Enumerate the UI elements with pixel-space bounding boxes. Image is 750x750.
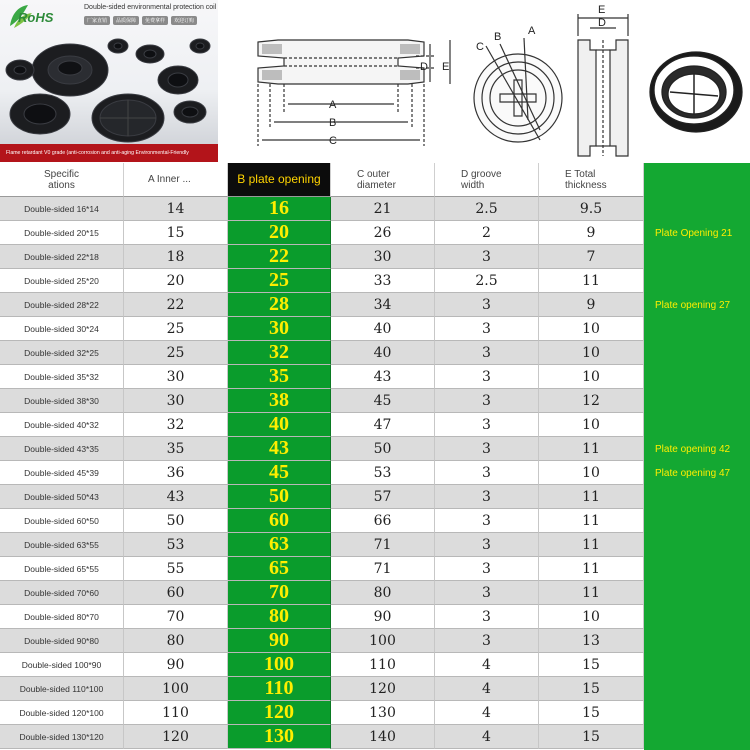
cell-e: 10 xyxy=(539,413,644,437)
cell-e: 11 xyxy=(539,485,644,509)
cell-a: 43 xyxy=(124,485,228,509)
cell-d: 3 xyxy=(435,437,539,461)
cell-a: 30 xyxy=(124,389,228,413)
top-banner xyxy=(0,0,750,162)
cell-c: 40 xyxy=(331,341,435,365)
cell-spec: Double-sided 32*25 xyxy=(0,341,124,365)
cell-a: 18 xyxy=(124,245,228,269)
cell-d: 4 xyxy=(435,653,539,677)
cell-b: 35 xyxy=(228,365,331,389)
cell-c: 90 xyxy=(331,605,435,629)
cell-a: 90 xyxy=(124,653,228,677)
header-a xyxy=(124,163,228,197)
cell-d: 3 xyxy=(435,317,539,341)
cell-d: 3 xyxy=(435,557,539,581)
header-spec xyxy=(0,163,124,197)
cell-spec: Double-sided 28*22 xyxy=(0,293,124,317)
table-row xyxy=(0,677,750,701)
table-row xyxy=(0,413,750,437)
cell-b: 120 xyxy=(228,701,331,725)
cell-e: 10 xyxy=(539,461,644,485)
cell-b: 63 xyxy=(228,533,331,557)
cell-a: 70 xyxy=(124,605,228,629)
cell-b: 60 xyxy=(228,509,331,533)
table-row xyxy=(0,581,750,605)
cell-d: 2 xyxy=(435,221,539,245)
rohs-logo-text: RoHS xyxy=(18,10,54,25)
cell-b: 130 xyxy=(228,725,331,749)
cell-d: 3 xyxy=(435,389,539,413)
cell-spec: Double-sided 65*55 xyxy=(0,557,124,581)
cell-e: 11 xyxy=(539,533,644,557)
header-b xyxy=(228,163,331,197)
cell-c: 45 xyxy=(331,389,435,413)
cell-a: 35 xyxy=(124,437,228,461)
cell-c: 71 xyxy=(331,533,435,557)
table-row xyxy=(0,557,750,581)
cell-spec: Double-sided 80*70 xyxy=(0,605,124,629)
photo-title: Double-sided environmental protection coil xyxy=(84,4,217,11)
cell-e: 11 xyxy=(539,581,644,605)
cell-e: 9.5 xyxy=(539,197,644,221)
cell-d: 3 xyxy=(435,581,539,605)
cell-c: 40 xyxy=(331,317,435,341)
table-row xyxy=(0,629,750,653)
cell-e: 10 xyxy=(539,365,644,389)
cell-spec: Double-sided 60*50 xyxy=(0,509,124,533)
cell-spec: Double-sided 110*100 xyxy=(0,677,124,701)
cell-d: 3 xyxy=(435,605,539,629)
cell-b: 16 xyxy=(228,197,331,221)
front-view-drawing xyxy=(474,38,562,142)
cell-a: 25 xyxy=(124,317,228,341)
cell-e: 9 xyxy=(539,293,644,317)
cell-a: 50 xyxy=(124,509,228,533)
cell-a: 22 xyxy=(124,293,228,317)
cell-d: 3 xyxy=(435,509,539,533)
cell-a: 15 xyxy=(124,221,228,245)
cell-a: 25 xyxy=(124,341,228,365)
cell-e: 9 xyxy=(539,221,644,245)
cell-c: 66 xyxy=(331,509,435,533)
cell-spec: Double-sided 100*90 xyxy=(0,653,124,677)
dim-label-c: C xyxy=(329,135,337,147)
cell-d: 2.5 xyxy=(435,197,539,221)
side-label-d: D xyxy=(598,17,606,29)
cell-c: 26 xyxy=(331,221,435,245)
cell-e: 15 xyxy=(539,701,644,725)
table-row xyxy=(0,269,750,293)
cell-d: 3 xyxy=(435,629,539,653)
header-c-label: C outer diameter xyxy=(357,168,396,191)
cell-c: 53 xyxy=(331,461,435,485)
cell-a: 20 xyxy=(124,269,228,293)
photo-caption: Flame retardant V0 grade (anti-corrosion and anti-aging Environmental-Friendly xyxy=(0,144,218,162)
cell-b: 38 xyxy=(228,389,331,413)
cell-c: 50 xyxy=(331,437,435,461)
cell-c: 130 xyxy=(331,701,435,725)
cell-c: 34 xyxy=(331,293,435,317)
header-e xyxy=(539,163,644,197)
header-spec-label: Specific ations xyxy=(43,168,79,191)
cell-c: 120 xyxy=(331,677,435,701)
table-row xyxy=(0,293,750,317)
cell-spec: Double-sided 70*60 xyxy=(0,581,124,605)
cell-b: 43 xyxy=(228,437,331,461)
side-view-drawing xyxy=(578,14,628,156)
grommets-photo-illustration xyxy=(0,26,218,144)
plate-opening-note: Plate opening 27 xyxy=(655,300,731,311)
badge: 免费拿样 xyxy=(142,16,168,25)
side-label-e: E xyxy=(598,4,606,16)
cell-c: 71 xyxy=(331,557,435,581)
cell-b: 45 xyxy=(228,461,331,485)
cell-b: 40 xyxy=(228,413,331,437)
table-header xyxy=(0,163,750,197)
front-label-b: B xyxy=(494,31,502,43)
cell-b: 20 xyxy=(228,221,331,245)
cell-a: 120 xyxy=(124,725,228,749)
cell-c: 100 xyxy=(331,629,435,653)
table-row xyxy=(0,509,750,533)
cell-c: 80 xyxy=(331,581,435,605)
cell-d: 2.5 xyxy=(435,269,539,293)
cell-d: 3 xyxy=(435,245,539,269)
cell-b: 65 xyxy=(228,557,331,581)
cell-b: 30 xyxy=(228,317,331,341)
cell-e: 10 xyxy=(539,605,644,629)
cell-c: 33 xyxy=(331,269,435,293)
cell-a: 36 xyxy=(124,461,228,485)
technical-drawings xyxy=(218,0,750,162)
header-b-label: B plate opening xyxy=(237,172,321,186)
cell-a: 100 xyxy=(124,677,228,701)
plate-opening-note: Plate opening 47 xyxy=(655,468,731,479)
cell-spec: Double-sided 45*39 xyxy=(0,461,124,485)
table-row xyxy=(0,605,750,629)
cell-c: 43 xyxy=(331,365,435,389)
table-row xyxy=(0,365,750,389)
table-row xyxy=(0,725,750,749)
cell-a: 53 xyxy=(124,533,228,557)
cell-spec: Double-sided 63*55 xyxy=(0,533,124,557)
table-row xyxy=(0,389,750,413)
cell-e: 12 xyxy=(539,389,644,413)
cell-d: 3 xyxy=(435,365,539,389)
cell-a: 55 xyxy=(124,557,228,581)
table-row xyxy=(0,317,750,341)
cell-d: 3 xyxy=(435,341,539,365)
table-row xyxy=(0,221,750,245)
cell-e: 11 xyxy=(539,509,644,533)
cell-a: 80 xyxy=(124,629,228,653)
table-row xyxy=(0,701,750,725)
cell-c: 57 xyxy=(331,485,435,509)
header-c xyxy=(331,163,435,197)
header-d xyxy=(435,163,539,197)
cell-a: 60 xyxy=(124,581,228,605)
cell-a: 14 xyxy=(124,197,228,221)
cell-d: 4 xyxy=(435,677,539,701)
table-row xyxy=(0,485,750,509)
cell-d: 4 xyxy=(435,701,539,725)
cell-spec: Double-sided 35*32 xyxy=(0,365,124,389)
cell-b: 22 xyxy=(228,245,331,269)
cell-d: 3 xyxy=(435,533,539,557)
dim-label-d: D xyxy=(420,61,428,73)
table-row xyxy=(0,653,750,677)
front-label-a: A xyxy=(528,25,536,37)
cell-e: 15 xyxy=(539,677,644,701)
header-e-label: E Total thickness xyxy=(565,168,607,191)
cell-c: 47 xyxy=(331,413,435,437)
section-view-drawing xyxy=(258,40,450,146)
grommet-3d-drawing xyxy=(650,52,742,132)
cell-e: 15 xyxy=(539,725,644,749)
cell-d: 4 xyxy=(435,725,539,749)
table-row xyxy=(0,533,750,557)
plate-opening-note: Plate Opening 21 xyxy=(655,228,733,239)
cell-e: 11 xyxy=(539,557,644,581)
cell-spec: Double-sided 25*20 xyxy=(0,269,124,293)
cell-d: 3 xyxy=(435,413,539,437)
cell-e: 13 xyxy=(539,629,644,653)
cell-a: 110 xyxy=(124,701,228,725)
plate-opening-note: Plate opening 42 xyxy=(655,444,731,455)
cell-e: 10 xyxy=(539,317,644,341)
cell-c: 30 xyxy=(331,245,435,269)
cell-spec: Double-sided 130*120 xyxy=(0,725,124,749)
cell-spec: Double-sided 38*30 xyxy=(0,389,124,413)
product-photo xyxy=(0,0,218,162)
cell-spec: Double-sided 22*18 xyxy=(0,245,124,269)
front-label-c: C xyxy=(476,41,484,53)
header-d-label: D groove width xyxy=(461,168,502,191)
cell-spec: Double-sided 43*35 xyxy=(0,437,124,461)
badge: 厂家直销 xyxy=(84,16,110,25)
cell-b: 32 xyxy=(228,341,331,365)
dim-label-b: B xyxy=(329,117,337,129)
dim-label-e: E xyxy=(442,61,450,73)
cell-b: 110 xyxy=(228,677,331,701)
cell-b: 70 xyxy=(228,581,331,605)
cell-spec: Double-sided 50*43 xyxy=(0,485,124,509)
cell-e: 10 xyxy=(539,341,644,365)
cell-b: 25 xyxy=(228,269,331,293)
cell-b: 90 xyxy=(228,629,331,653)
table-row xyxy=(0,197,750,221)
cell-e: 15 xyxy=(539,653,644,677)
cell-spec: Double-sided 40*32 xyxy=(0,413,124,437)
cell-e: 11 xyxy=(539,269,644,293)
cell-b: 80 xyxy=(228,605,331,629)
photo-badges xyxy=(84,16,197,25)
cell-c: 140 xyxy=(331,725,435,749)
header-a-label: A Inner ... xyxy=(148,174,191,185)
badge: 品质保障 xyxy=(113,16,139,25)
cell-b: 50 xyxy=(228,485,331,509)
table-row xyxy=(0,245,750,269)
table-row xyxy=(0,461,750,485)
cell-e: 11 xyxy=(539,437,644,461)
cell-b: 100 xyxy=(228,653,331,677)
cell-d: 3 xyxy=(435,485,539,509)
spec-table xyxy=(0,163,750,750)
cell-c: 110 xyxy=(331,653,435,677)
badge: 欢迎订购 xyxy=(171,16,197,25)
table-row xyxy=(0,341,750,365)
cell-spec: Double-sided 90*80 xyxy=(0,629,124,653)
table-row xyxy=(0,437,750,461)
cell-spec: Double-sided 16*14 xyxy=(0,197,124,221)
cell-d: 3 xyxy=(435,293,539,317)
cell-spec: Double-sided 30*24 xyxy=(0,317,124,341)
cell-a: 30 xyxy=(124,365,228,389)
cell-spec: Double-sided 20*15 xyxy=(0,221,124,245)
cell-c: 21 xyxy=(331,197,435,221)
cell-d: 3 xyxy=(435,461,539,485)
dim-label-a: A xyxy=(329,99,337,111)
cell-a: 32 xyxy=(124,413,228,437)
cell-spec: Double-sided 120*100 xyxy=(0,701,124,725)
cell-e: 7 xyxy=(539,245,644,269)
cell-b: 28 xyxy=(228,293,331,317)
